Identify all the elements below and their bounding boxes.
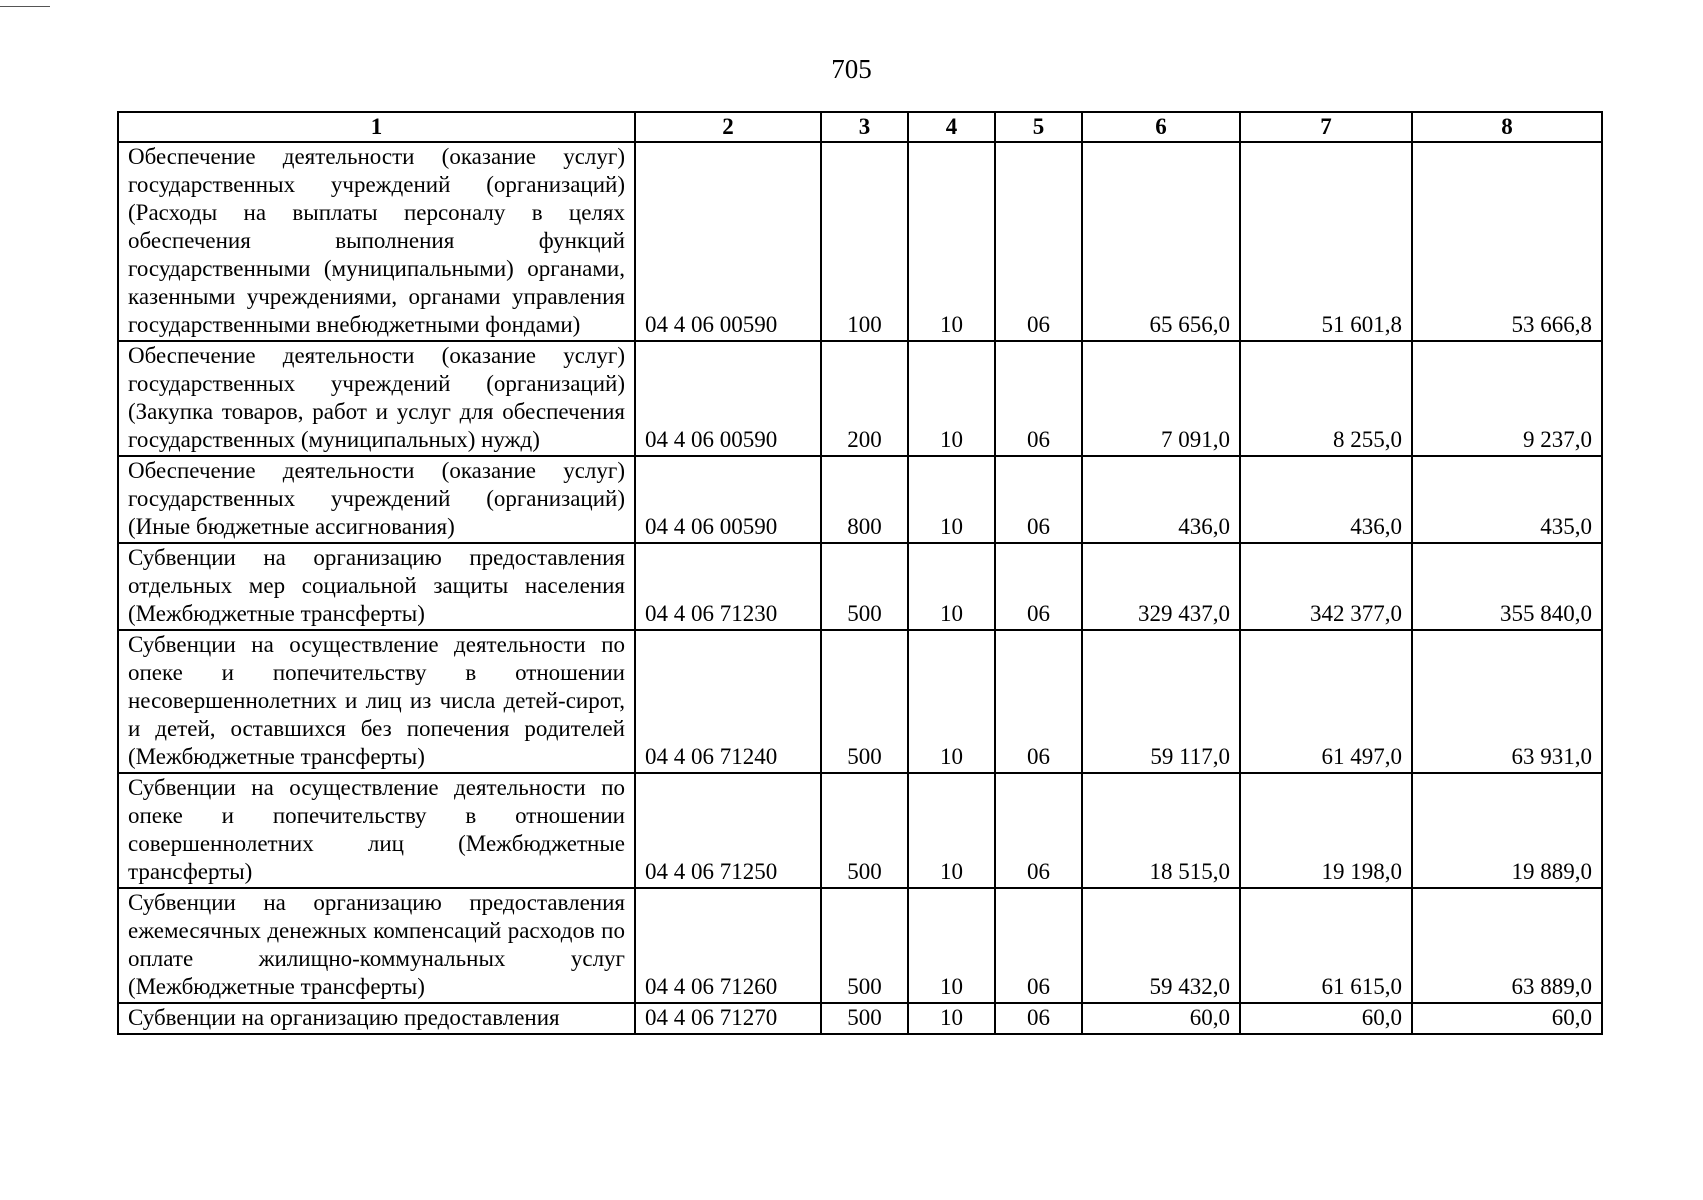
- row-col7: 51 601,8: [1240, 142, 1412, 341]
- row-col3: 500: [821, 773, 908, 888]
- row-code: 04 4 06 71230: [635, 543, 821, 630]
- scan-corner-line: [0, 6, 50, 7]
- row-col6: 436,0: [1082, 456, 1240, 543]
- row-col6: 59 117,0: [1082, 630, 1240, 773]
- header-cell: 6: [1082, 112, 1240, 142]
- row-col6: 7 091,0: [1082, 341, 1240, 456]
- header-cell: 1: [118, 112, 635, 142]
- row-col8: 435,0: [1412, 456, 1602, 543]
- row-col8: 63 889,0: [1412, 888, 1602, 1003]
- row-col3: 500: [821, 543, 908, 630]
- row-description: Субвенции на организацию предоставления отдельных мер социальной защиты населения (Межбюджетные трансферты): [118, 543, 635, 630]
- row-code: 04 4 06 71260: [635, 888, 821, 1003]
- row-col8: 63 931,0: [1412, 630, 1602, 773]
- row-col5: 06: [995, 543, 1082, 630]
- row-col8: 19 889,0: [1412, 773, 1602, 888]
- table-row: [118, 341, 1602, 456]
- row-code: 04 4 06 00590: [635, 341, 821, 456]
- row-col6: 59 432,0: [1082, 888, 1240, 1003]
- row-col4: 10: [908, 341, 995, 456]
- row-col5: 06: [995, 456, 1082, 543]
- row-description: Обеспечение деятельности (оказание услуг) государственных учреждений (организаций) (Закупка товаров, работ и услуг для обеспечения государственных (муниципальных) нужд): [118, 341, 635, 456]
- row-col4: 10: [908, 630, 995, 773]
- row-code: 04 4 06 71270: [635, 1003, 821, 1034]
- row-col6: 65 656,0: [1082, 142, 1240, 341]
- row-col7: 342 377,0: [1240, 543, 1412, 630]
- row-col3: 200: [821, 341, 908, 456]
- row-col4: 10: [908, 1003, 995, 1034]
- header-cell: 7: [1240, 112, 1412, 142]
- row-col3: 100: [821, 142, 908, 341]
- row-col3: 500: [821, 1003, 908, 1034]
- header-cell: 3: [821, 112, 908, 142]
- row-col4: 10: [908, 543, 995, 630]
- table-row: [118, 142, 1602, 341]
- table-row: [118, 456, 1602, 543]
- row-col8: 355 840,0: [1412, 543, 1602, 630]
- row-col7: 8 255,0: [1240, 341, 1412, 456]
- row-col7: 60,0: [1240, 1003, 1412, 1034]
- budget-table: [117, 111, 1603, 1035]
- row-col3: 500: [821, 888, 908, 1003]
- row-description: Обеспечение деятельности (оказание услуг) государственных учреждений (организаций) (Иные бюджетные ассигнования): [118, 456, 635, 543]
- row-description: Субвенции на организацию предоставления: [118, 1003, 635, 1034]
- row-col6: 60,0: [1082, 1003, 1240, 1034]
- row-col4: 10: [908, 773, 995, 888]
- row-col4: 10: [908, 888, 995, 1003]
- table-row: [118, 1003, 1602, 1034]
- row-code: 04 4 06 00590: [635, 142, 821, 341]
- row-col5: 06: [995, 888, 1082, 1003]
- table-row: [118, 888, 1602, 1003]
- row-col5: 06: [995, 1003, 1082, 1034]
- header-cell: 2: [635, 112, 821, 142]
- row-col6: 18 515,0: [1082, 773, 1240, 888]
- row-col6: 329 437,0: [1082, 543, 1240, 630]
- header-cell: 5: [995, 112, 1082, 142]
- row-col7: 61 615,0: [1240, 888, 1412, 1003]
- row-col8: 9 237,0: [1412, 341, 1602, 456]
- table-row: [118, 773, 1602, 888]
- row-description: Субвенции на осуществление деятельности по опеке и попечительству в отношении совершеннолетних лиц (Межбюджетные трансферты): [118, 773, 635, 888]
- row-description: Субвенции на организацию предоставления ежемесячных денежных компенсаций расходов по оплате жилищно-коммунальных услуг (Межбюджетные трансферты): [118, 888, 635, 1003]
- row-col4: 10: [908, 456, 995, 543]
- row-col5: 06: [995, 341, 1082, 456]
- row-col5: 06: [995, 630, 1082, 773]
- header-cell: 4: [908, 112, 995, 142]
- row-col5: 06: [995, 773, 1082, 888]
- row-description: Субвенции на осуществление деятельности по опеке и попечительству в отношении несовершеннолетних и лиц из числа детей-сирот, и детей, оставшихся без попечения родителей (Межбюджетные трансферты): [118, 630, 635, 773]
- table-header-row: [118, 112, 1602, 142]
- header-cell: 8: [1412, 112, 1602, 142]
- row-col4: 10: [908, 142, 995, 341]
- row-code: 04 4 06 00590: [635, 456, 821, 543]
- row-col7: 436,0: [1240, 456, 1412, 543]
- page-number: 705: [831, 54, 872, 84]
- row-description: Обеспечение деятельности (оказание услуг) государственных учреждений (организаций) (Расходы на выплаты персоналу в целях обеспечения выполнения функций государственными (муниципальными) органами, казенными учреждениями, органами управления государственными внебюджетными фондами): [118, 142, 635, 341]
- table-row: [118, 630, 1602, 773]
- table-row: [118, 543, 1602, 630]
- row-col7: 19 198,0: [1240, 773, 1412, 888]
- row-code: 04 4 06 71250: [635, 773, 821, 888]
- row-col7: 61 497,0: [1240, 630, 1412, 773]
- row-code: 04 4 06 71240: [635, 630, 821, 773]
- row-col3: 800: [821, 456, 908, 543]
- row-col3: 500: [821, 630, 908, 773]
- row-col8: 53 666,8: [1412, 142, 1602, 341]
- row-col5: 06: [995, 142, 1082, 341]
- row-col8: 60,0: [1412, 1003, 1602, 1034]
